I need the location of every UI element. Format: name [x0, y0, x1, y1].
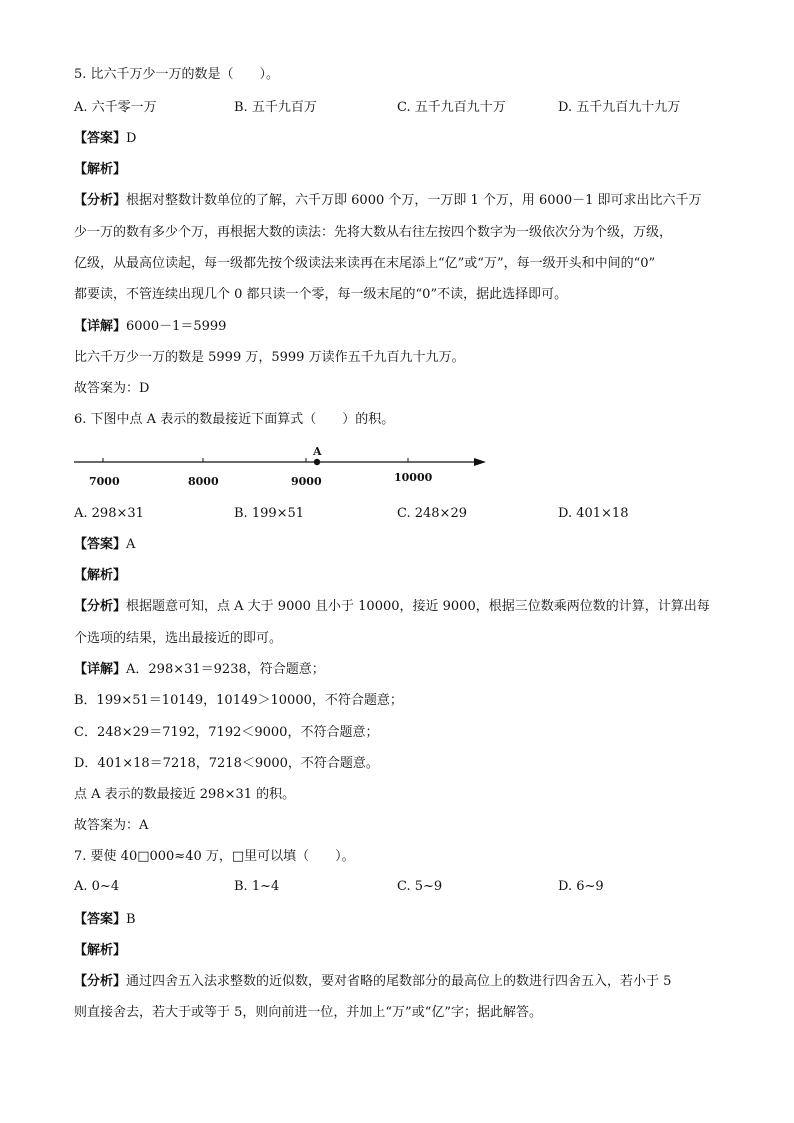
- q6-option-a: A. 298×31: [74, 506, 144, 521]
- answer-value: A: [126, 537, 136, 552]
- q5-answer: [74, 130, 136, 148]
- analysis-text: 通过四舍五入法求整数的近似数，要对省略的尾数部分的最高位上的数进行四舍五入，若小于 5: [126, 974, 672, 989]
- answer-value: B: [126, 912, 136, 927]
- answer-tag: 【答案】: [74, 131, 127, 146]
- q6-option-c: C. 248×29: [397, 506, 467, 521]
- q7-option-d: D. 6~9: [558, 879, 604, 894]
- q5-option-c: C. 五千九百九十万: [397, 100, 506, 115]
- q5-analysis-line: 都要读，不管连续出现几个 0 都只读一个零，每一级末尾的“0”不读，据此选择即可。: [74, 287, 568, 302]
- detail-text: A．298×31＝9238，符合题意；: [126, 662, 325, 677]
- detail-tag: 【详解】: [74, 662, 127, 677]
- q5-analysis-line: [74, 192, 702, 210]
- tick-label-7000: 7000: [89, 475, 120, 488]
- q6-option-d: D. 401×18: [558, 506, 629, 521]
- analysis-tag: 【分析】: [74, 974, 127, 989]
- tick-label-8000: 8000: [188, 475, 219, 488]
- q5-analysis-line: 少一万的数有多少个万，再根据大数的读法：先将大数从右往左按四个数字为一级依次分为个级，万级，: [74, 225, 673, 240]
- q7-analysis-heading: 【解析】: [74, 943, 127, 958]
- q5-conclusion: 故答案为：D: [74, 381, 150, 396]
- q5-analysis-line: 亿级，从最高位读起，每一级都先按个级读法来读再在末尾添上“亿”或“万”，每一级开头和中间的“0”: [74, 256, 656, 271]
- detail-text: 6000－1＝5999: [126, 319, 227, 334]
- q6-analysis-line: [74, 598, 710, 616]
- q7-stem: 7. 要使 40□000≈40 万，□里可以填（ ）。: [74, 849, 355, 864]
- q7-option-c: C. 5~9: [397, 879, 443, 894]
- q6-option-b: B. 199×51: [234, 506, 305, 521]
- q7-answer: [74, 911, 136, 929]
- q6-analysis-line: 个选项的结果，选出最接近的即可。: [74, 631, 283, 646]
- answer-value: D: [126, 131, 137, 146]
- analysis-tag: 【分析】: [74, 599, 127, 614]
- q5-option-d: D. 五千九百九十九万: [558, 100, 681, 115]
- q5-analysis-heading: 【解析】: [74, 162, 127, 177]
- answer-tag: 【答案】: [74, 537, 127, 552]
- tick-label-10000: 10000: [394, 471, 433, 484]
- q6-detail: [74, 661, 325, 679]
- q6-answer: [74, 536, 135, 554]
- tick-label-9000: 9000: [291, 475, 322, 488]
- q7-analysis-line: 则直接舍去，若大于或等于 5，则向前进一位，并加上“万”或“亿”字；据此解答。: [74, 1005, 542, 1020]
- detail-tag: 【详解】: [74, 319, 127, 334]
- q6-conclusion: 故答案为：A: [74, 818, 149, 833]
- q5-option-a: A. 六千零一万: [74, 100, 157, 115]
- q7-analysis-line: [74, 973, 671, 991]
- point-a-label: A: [313, 445, 322, 458]
- q6-stem: 6. 下图中点 A 表示的数最接近下面算式（ ）的积。: [74, 412, 395, 427]
- q7-option-b: B. 1~4: [234, 879, 280, 894]
- answer-tag: 【答案】: [74, 912, 127, 927]
- q6-analysis-heading: 【解析】: [74, 568, 127, 583]
- q6-detail-line: D．401×18＝7218，7218＜9000，不符合题意。: [74, 756, 379, 771]
- q6-detail-line: C．248×29＝7192，7192＜9000，不符合题意；: [74, 725, 379, 740]
- q5-detail-line: 比六千万少一万的数是 5999 万，5999 万读作五千九百九十九万。: [74, 350, 465, 365]
- q5-option-b: B. 五千九百万: [234, 100, 317, 115]
- analysis-tag: 【分析】: [74, 193, 127, 208]
- point-a-dot: [314, 459, 320, 465]
- q6-number-line: [70, 443, 500, 489]
- q6-detail-line: B．199×51＝10149，10149＞10000，不符合题意；: [74, 693, 403, 708]
- arrow-icon: [474, 458, 486, 466]
- q7-option-a: A. 0~4: [74, 879, 120, 894]
- analysis-text: 根据题意可知，点 A 大于 9000 且小于 10000，接近 9000，根据三位数乘两位数的计算，计算出每: [126, 599, 710, 614]
- q5-stem: 5. 比六千万少一万的数是（ ）。: [74, 67, 280, 82]
- q6-detail-line: 点 A 表示的数最接近 298×31 的积。: [74, 787, 296, 802]
- q5-detail: [74, 318, 226, 336]
- analysis-text: 根据对整数计数单位的了解，六千万即 6000 个万，一万即 1 个万，用 6000－1 即可求出比六千万: [126, 193, 702, 208]
